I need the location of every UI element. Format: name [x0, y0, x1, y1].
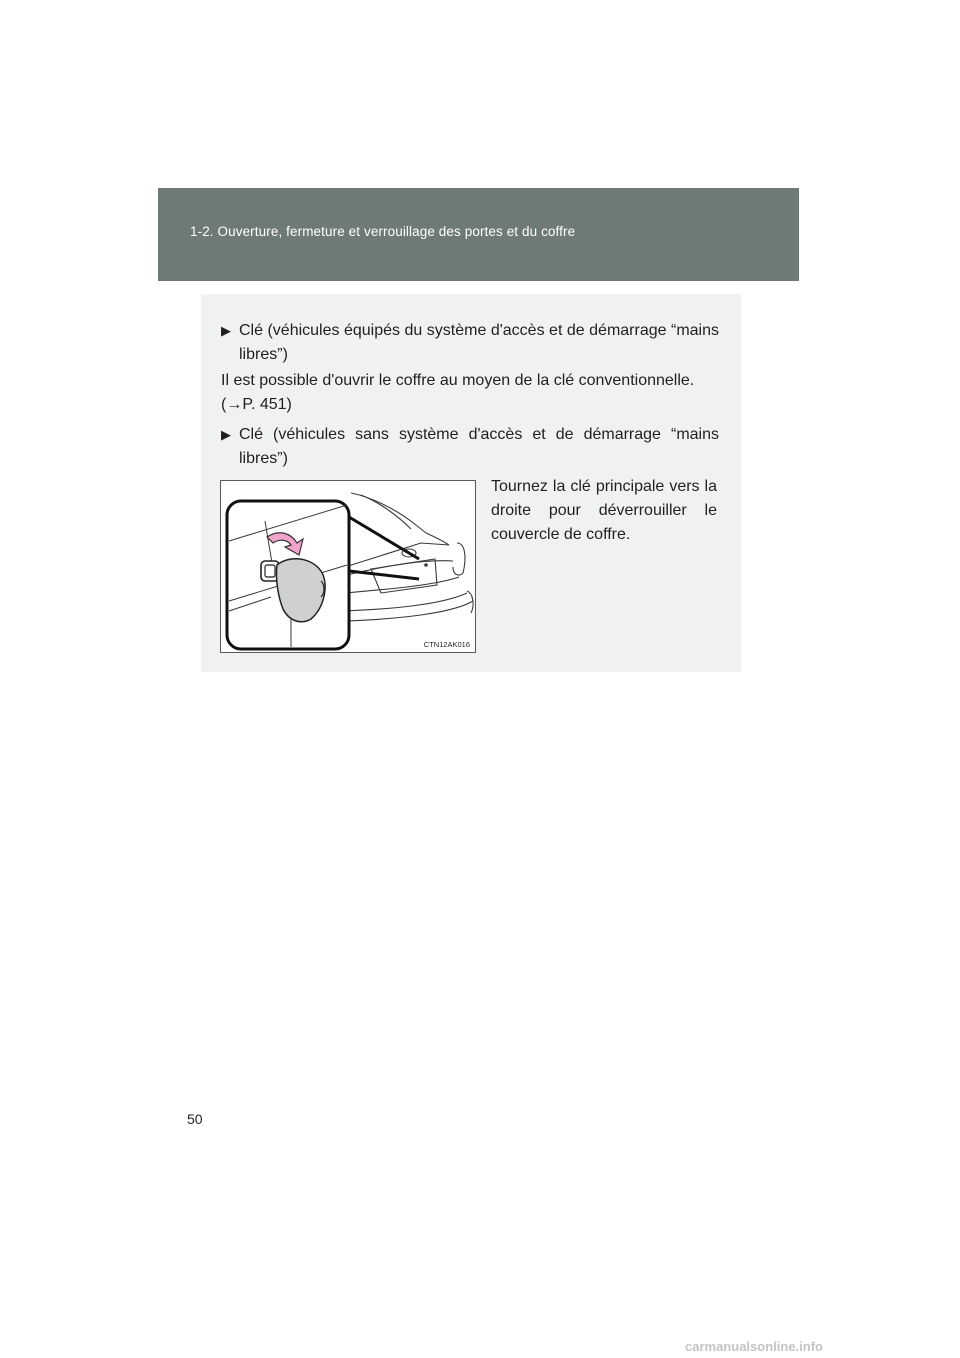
page-reference: (→P. 451) [221, 396, 292, 413]
watermark: carmanualsonline.info [685, 1339, 823, 1354]
car-trunk-lock-drawing [221, 481, 476, 653]
bullet-triangle-icon: ▶ [221, 323, 231, 338]
bullet-no-smart-key [221, 423, 719, 471]
instruction-text: Tournez la clé principale vers la droite pour déverrouiller le couvercle de coffre. [491, 478, 717, 543]
conventional-key-paragraph [221, 369, 719, 417]
figure-code: CTN12AK016 [423, 640, 470, 649]
page-number: 50 [187, 1111, 203, 1127]
bullet-smart-key [221, 319, 719, 367]
paragraph-text: Il est possible d'ouvrir le coffre au moyen de la clé conventionnelle. [221, 372, 695, 389]
bullet-triangle-icon: ▶ [221, 427, 231, 442]
section-title: 1-2. Ouverture, fermeture et verrouillage des portes et du coffre [190, 224, 576, 239]
trunk-key-illustration [220, 480, 476, 653]
bullet-text: Clé (véhicules sans système d'accès et de démarrage “mains libres”) [239, 426, 719, 467]
section-header-band [158, 188, 799, 281]
bullet-text: Clé (véhicules équipés du système d'accès et de démarrage “mains libres”) [239, 322, 719, 363]
content-box [201, 294, 741, 672]
